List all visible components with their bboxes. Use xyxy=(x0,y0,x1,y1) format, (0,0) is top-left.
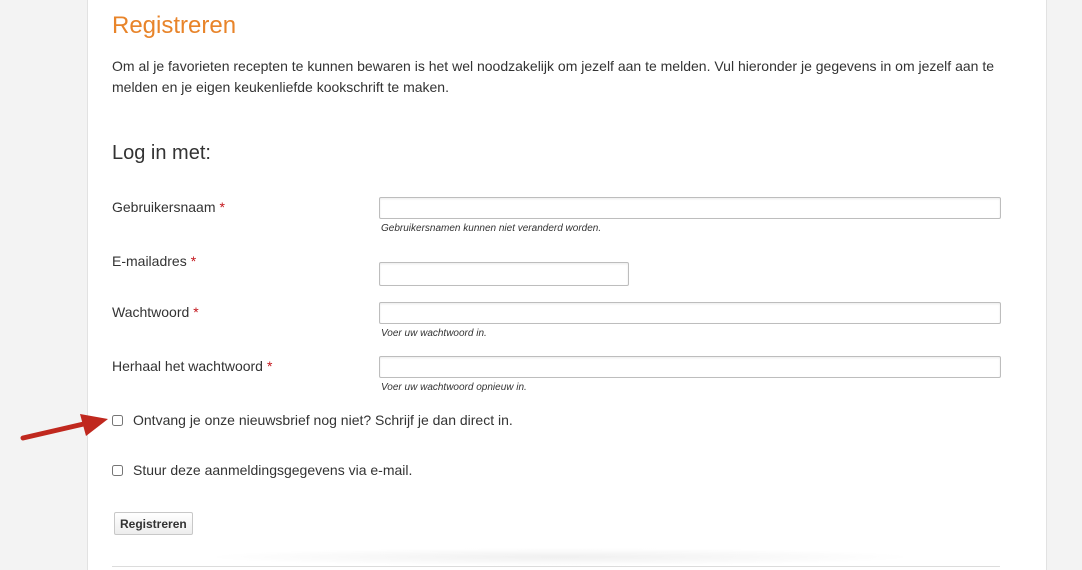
username-label-text: Gebruikersnaam xyxy=(112,199,216,215)
password-label-text: Wachtwoord xyxy=(112,304,190,320)
register-button[interactable]: Registreren xyxy=(114,512,193,535)
send-details-option[interactable] xyxy=(112,462,412,478)
footer-divider xyxy=(112,566,1000,567)
email-label xyxy=(112,253,196,269)
send-details-checkbox[interactable] xyxy=(112,465,123,476)
email-input[interactable] xyxy=(379,262,629,286)
required-marker: * xyxy=(190,253,197,269)
send-details-label: Stuur deze aanmeldingsgegevens via e-mail. xyxy=(133,462,413,478)
password-hint: Voer uw wachtwoord in. xyxy=(381,328,487,339)
intro-text: Om al je favorieten recepten te kunnen bewaren is het wel noodzakelijk om jezelf aan te melden. Vul hieronder je gegevens in om jezelf aan te melden en je eigen keukenliefde kookschrift te maken. xyxy=(112,58,994,95)
required-marker: * xyxy=(193,304,199,320)
newsletter-option[interactable] xyxy=(112,412,513,428)
newsletter-label: Ontvang je onze nieuwsbrief nog niet? Schrijf je dan direct in. xyxy=(133,412,513,428)
password-input[interactable] xyxy=(379,302,1001,324)
email-label-text: E-mailadres xyxy=(112,253,187,269)
password-label xyxy=(112,304,199,320)
newsletter-checkbox[interactable] xyxy=(112,415,123,426)
username-input[interactable] xyxy=(379,197,1001,219)
page-title: Registreren xyxy=(112,12,237,39)
password-repeat-input[interactable] xyxy=(379,356,1001,378)
password-repeat-label xyxy=(112,358,272,374)
red-arrow-icon xyxy=(20,410,112,446)
required-marker: * xyxy=(219,199,225,215)
login-section-title: Log in met: xyxy=(112,142,211,164)
password-repeat-label-text: Herhaal het wachtwoord xyxy=(112,358,263,374)
password-repeat-hint: Voer uw wachtwoord opnieuw in. xyxy=(381,382,527,393)
footer-shadow xyxy=(200,548,920,566)
username-label xyxy=(112,199,225,215)
username-hint: Gebruikersnamen kunnen niet veranderd worden. xyxy=(381,223,602,234)
required-marker: * xyxy=(266,358,273,374)
